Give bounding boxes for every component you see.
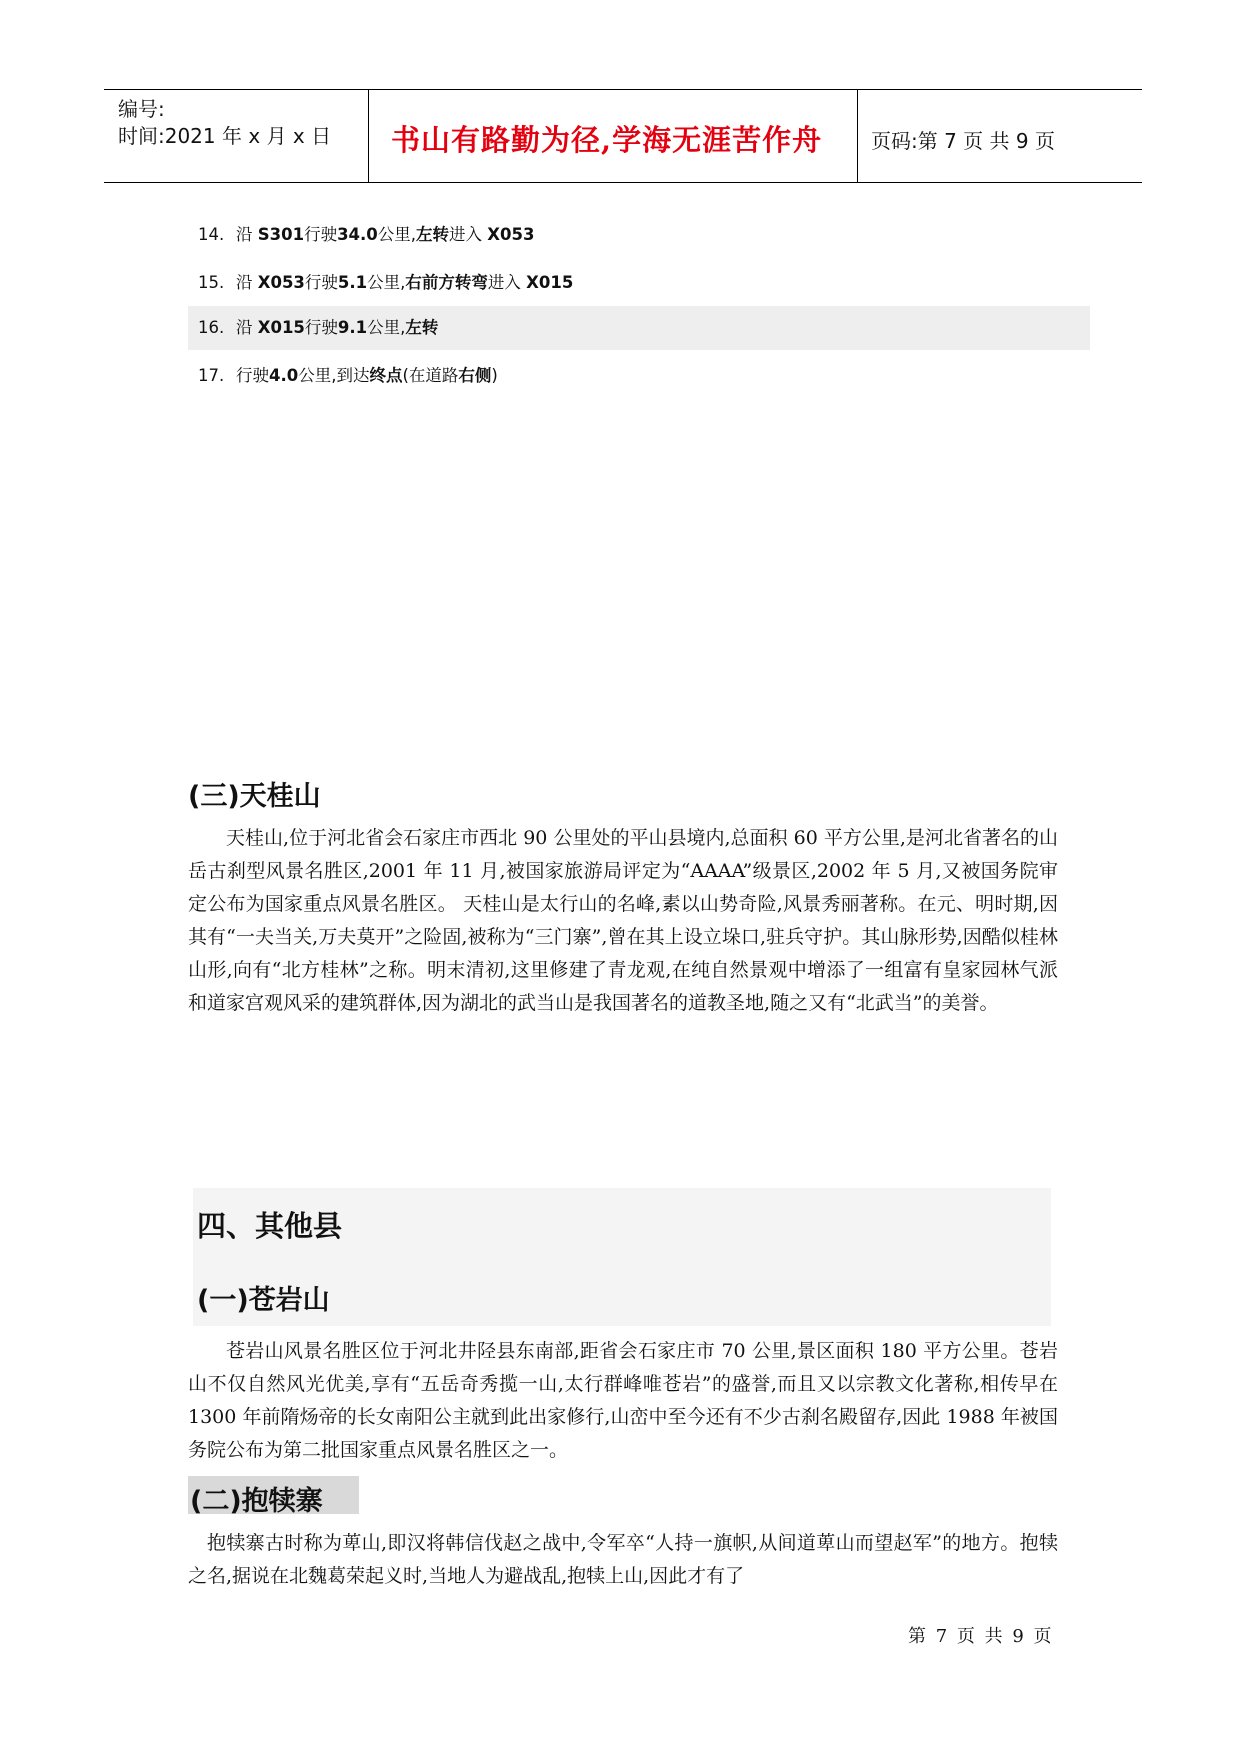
route-text: 沿 (236, 225, 258, 244)
route-step-number: 17. (198, 366, 225, 385)
route-distance: 9.1 (337, 318, 368, 337)
header-divider-left (368, 89, 369, 183)
tianguishan-paragraph: 天桂山,位于河北省会石家庄市西北 90 公里处的平山县境内,总面积 60 平方公里,是河北省著名的山岳古刹型风景名胜区,2001 年 11 月,被国家旅游局评定为“AAAA”级景区,2002 年 5 月,又被国务院审定公布为国家重点风景名胜区。 天桂山是太行山的名峰,素以山势奇险,风景秀丽著称。在元、明时期,因其有“一夫当关,万夫莫开”之险固,被称为“三门寨”,曾在其上设立垛口,驻兵守护。其山脉形势,因酷似桂林山形,向有“北方桂林”之称。明末清初,这里修建了青龙观,在纯自然景观中增添了一组富有皇家园林气派和道家宫观风采的建筑群体,因为湖北的武当山是我国著名的道教圣地,随之又有“北武当”的美誉。 (188, 827, 1058, 1014)
route-text: 进入 (449, 225, 488, 244)
header-motto: 书山有路勤为径,学海无涯苦作舟 (391, 123, 823, 157)
baoduzhai-paragraph: 抱犊寨古时称为萆山,即汉将韩信伐赵之战中,令军卒“人持一旗帜,从间道萆山而望赵军”的地方。抱犊之名,据说在北魏葛荣起义时,当地人为避战乱,抱犊上山,因此才有了 (188, 1532, 1058, 1587)
route-step (188, 213, 1090, 257)
route-text: 公里, (377, 225, 417, 244)
route-text: ) (491, 366, 498, 385)
header-bottom-rule (104, 182, 1142, 183)
route-step-number: 15. (198, 273, 225, 292)
route-road: X053 (487, 225, 535, 244)
header-divider-right (857, 89, 858, 183)
route-text: 沿 (236, 318, 258, 337)
route-text: 进入 (487, 273, 527, 292)
route-road: X053 (257, 273, 305, 292)
route-step-highlighted (188, 306, 1090, 350)
baoduzhai-heading: (二)抱犊寨 (190, 1486, 323, 1517)
header-number-label: 编号: (118, 97, 165, 121)
header-page-label: 页码:第 7 页 共 9 页 (871, 129, 1055, 153)
route-road: X015 (526, 273, 574, 292)
tianguishan-body (188, 822, 1058, 1020)
route-text: 行驶 (304, 273, 338, 292)
page-footer: 第 7 页 共 9 页 (908, 1626, 1054, 1647)
route-action: 右前方转弯 (405, 273, 488, 292)
route-action: 左转 (405, 318, 439, 337)
baoduzhai-body (188, 1527, 1058, 1593)
route-road: S301 (257, 225, 305, 244)
route-text: 沿 (236, 273, 258, 292)
cangyanshan-heading: (一)苍岩山 (197, 1285, 330, 1316)
route-step-number: 16. (198, 318, 225, 337)
route-text: 公里,到达 (298, 366, 370, 385)
route-destination: 终点 (369, 366, 403, 385)
route-text: 行驶 (304, 318, 338, 337)
tianguishan-heading: (三)天桂山 (188, 781, 321, 812)
other-counties-heading: 四、其他县 (197, 1209, 343, 1243)
route-step (188, 354, 1090, 398)
route-distance: 34.0 (337, 225, 378, 244)
cangyanshan-paragraph: 苍岩山风景名胜区位于河北井陉县东南部,距省会石家庄市 70 公里,景区面积 180 平方公里。苍岩山不仅自然风光优美,享有“五岳奇秀揽一山,太行群峰唯苍岩”的盛誉,而且又以宗教文化著称,相传早在 1300 年前隋炀帝的长女南阳公主就到此出家修行,山峦中至今还有不少古刹名殿留存,因此 1988 年被国务院公布为第二批国家重点风景名胜区之一。 (188, 1340, 1058, 1461)
route-distance: 5.1 (337, 273, 368, 292)
cangyanshan-body (188, 1335, 1058, 1467)
route-side: 右侧 (458, 366, 492, 385)
route-text: 行驶 (304, 225, 338, 244)
route-text: 公里, (367, 318, 406, 337)
route-step-number: 14. (198, 225, 225, 244)
header-time-label: 时间:2021 年 x 月 x 日 (118, 124, 332, 148)
header-top-rule (104, 89, 1142, 90)
route-text: 公里, (367, 273, 406, 292)
route-road: X015 (257, 318, 305, 337)
route-action: 左转 (416, 225, 450, 244)
route-text: 行驶 (236, 366, 269, 385)
route-step (188, 261, 1090, 305)
route-distance: 4.0 (269, 366, 299, 385)
route-text: (在道路 (402, 366, 459, 385)
